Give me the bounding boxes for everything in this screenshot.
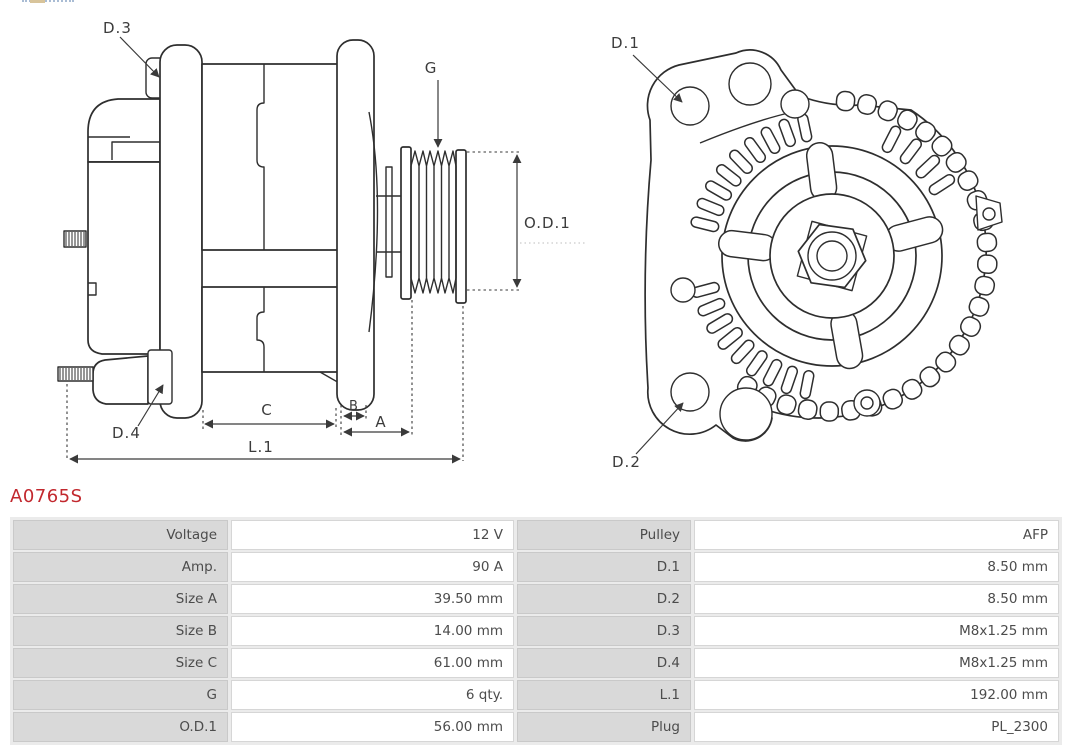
shaft-center [817,241,847,271]
dim-label-a: A [375,413,387,431]
dim-label-g: G [424,59,438,77]
spec-value: 12 V [231,520,514,550]
dim-label-od1: O.D.1 [524,214,571,232]
spec-value: PL_2300 [694,712,1059,742]
stator-body-upper [202,64,338,250]
pulley-flange-left [401,147,411,299]
spec-value: 6 qty. [231,680,514,710]
spec-label: O.D.1 [13,712,228,742]
boss-plate [148,350,172,404]
spec-value: 192.00 mm [694,680,1059,710]
pulley-flange-right [456,150,466,303]
spec-value: AFP [694,520,1059,550]
bottom-tab-hole [861,397,873,409]
mount-hole-bottom [720,388,772,440]
table-row [13,520,1059,550]
spec-value: 14.00 mm [231,616,514,646]
table-row [13,616,1059,646]
rear-housing [88,162,160,354]
spec-label: D.1 [517,552,691,582]
side-tab-hole [983,208,995,220]
spec-label: Plug [517,712,691,742]
flange-hole-left [671,278,695,302]
spec-label: G [13,680,228,710]
spec-label: Size A [13,584,228,614]
dim-label-b: B [349,399,359,414]
mount-hole-d2 [671,373,709,411]
table-row [13,712,1059,742]
front-view-drawing [611,34,1002,471]
spec-value: M8x1.25 mm [694,648,1059,678]
mount-hole-small-top [781,90,809,118]
spec-label: D.4 [517,648,691,678]
dim-label-d3: D.3 [103,19,132,37]
dim-label-d1: D.1 [611,34,640,52]
spec-label: Size B [13,616,228,646]
dim-label-l1: L.1 [248,438,274,456]
dim-label-c: C [261,401,273,419]
spec-value: 8.50 mm [694,552,1059,582]
spec-label: D.2 [517,584,691,614]
spec-value: 56.00 mm [231,712,514,742]
spec-label: Size C [13,648,228,678]
table-row [13,648,1059,678]
table-row [13,584,1059,614]
spec-label: Voltage [13,520,228,550]
spec-value: 8.50 mm [694,584,1059,614]
spec-label: Amp. [13,552,228,582]
shaft [386,167,392,277]
table-row [13,552,1059,582]
spec-label: L.1 [517,680,691,710]
mount-hole-d1 [671,87,709,125]
bracket-drive-end [337,40,374,410]
spec-value: 90 A [231,552,514,582]
table-row [13,680,1059,710]
spec-value: 39.50 mm [231,584,514,614]
rear-cap [88,99,160,162]
dim-label-d2: D.2 [612,453,641,471]
spec-table [10,517,1062,745]
spec-label: D.3 [517,616,691,646]
pulley-grooves [411,151,456,293]
part-number: A0765S [10,486,83,507]
dim-label-d4: D.4 [112,424,141,442]
terminal-boss-d4 [93,356,148,404]
spec-value: M8x1.25 mm [694,616,1059,646]
spec-label: Pulley [517,520,691,550]
stator-body-lower [202,287,338,372]
mount-hole-top [729,63,771,105]
spec-value: 61.00 mm [231,648,514,678]
side-view-drawing [58,19,585,461]
